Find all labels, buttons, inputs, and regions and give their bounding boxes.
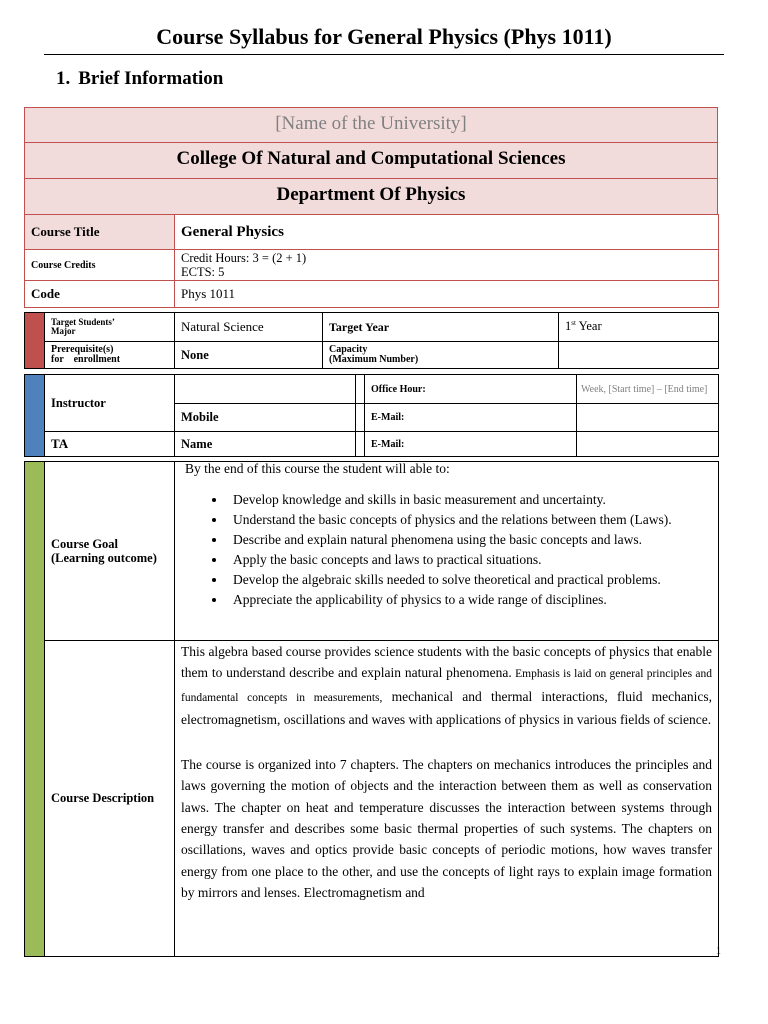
instructor-name-value [175, 375, 356, 404]
college-name: College Of Natural and Computational Sciences [24, 143, 718, 179]
target-table [24, 312, 719, 369]
table-row [25, 342, 719, 369]
course-credits-label: Course Credits [25, 250, 175, 281]
department-name: Department Of Physics [24, 179, 718, 215]
spacer-cell [356, 432, 365, 457]
code-value: Phys 1011 [175, 281, 719, 308]
section-heading [56, 68, 223, 90]
course-goal-label: Course Goal (Learning outcome) [45, 462, 175, 641]
course-credits-value [175, 250, 719, 281]
mobile-label: Mobile [175, 404, 356, 432]
office-hour-label: Office Hour: [365, 375, 577, 404]
ta-name-label: Name [175, 432, 356, 457]
code-label: Code [25, 281, 175, 308]
prerequisite-label: Prerequisite(s) for enrollment [45, 342, 175, 369]
ta-email-label: E-Mail: [365, 432, 577, 457]
table-row [25, 215, 719, 250]
section-title: Brief Information [78, 68, 224, 89]
color-stripe [25, 313, 45, 369]
table-row [25, 462, 719, 641]
staff-table [24, 374, 719, 457]
course-title-value: General Physics [175, 215, 719, 250]
spacer-cell [356, 404, 365, 432]
course-goal-intro: By the end of this course the student will able to: [185, 461, 450, 476]
description-paragraph-2: The course is organized into 7 chapters. The chapters on mechanics introduces the principles and laws governing the motion of objects and the interaction between them as well as conservation laws. The chapter on heat and temperature discusses the interaction between systems through energy transfer and describes some basic thermal properties of such systems. The chapters on oscillations, waves and optics provide basic concepts of periodic motions, how waves transfer energy from one place to the other, and use the concepts of light rays to explain image formation by mirrors and lenses. Electromagnetism and [181, 757, 712, 900]
list-item: • Develop the algebraic skills needed to solve theoretical and practical problems. [227, 570, 712, 590]
prerequisite-value: None [175, 342, 323, 369]
target-year-value: 1st Year [559, 313, 719, 342]
ects: ECTS: 5 [181, 265, 225, 279]
list-item: • Describe and explain natural phenomena using the basic concepts and laws. [227, 530, 712, 550]
course-goal-content [175, 462, 719, 641]
credit-hours: Credit Hours: 3 = (2 + 1) [181, 251, 307, 265]
instructor-label: Instructor [45, 375, 175, 432]
course-description-label: Course Description [45, 641, 175, 957]
email-value [577, 404, 719, 432]
ta-label: TA [45, 432, 175, 457]
course-goal-list [181, 490, 712, 610]
page-title: Course Syllabus for General Physics (Phys 1011) [44, 24, 724, 55]
table-row [25, 432, 719, 457]
goal-description-table [24, 461, 719, 957]
table-row [25, 641, 719, 957]
table-row [25, 281, 719, 308]
target-students-value: Natural Science [175, 313, 323, 342]
list-item: • Understand the basic concepts of physics and the relations between them (Laws). [227, 510, 712, 530]
basic-info-table [24, 214, 719, 308]
table-row [25, 375, 719, 404]
color-stripe [25, 462, 45, 957]
list-item: • Apply the basic concepts and laws to practical situations. [227, 550, 712, 570]
university-name: [Name of the University] [24, 107, 718, 143]
capacity-label: Capacity (Maximum Number) [323, 342, 559, 369]
email-label: E-Mail: [365, 404, 577, 432]
section-number: 1. [56, 68, 71, 89]
table-row [25, 313, 719, 342]
description-paragraph-1: This algebra based course provides science students with the basic concepts of physics that enable them to understand describe and explain natural phenomena. Emphasis is laid on general principles and fundamental concepts in measurements, mechanical and thermal interactions, fluid mechanics, electromagnetism, oscillations and waves with applications of physics in various fields of science. [181, 644, 712, 727]
spacer-cell [356, 375, 365, 404]
table-row [25, 250, 719, 281]
course-title-label: Course Title [25, 215, 175, 250]
capacity-value [559, 342, 719, 369]
page-number: 1 [716, 946, 721, 957]
office-hour-value: Week, [Start time] – [End time] [577, 375, 719, 404]
list-item: • Appreciate the applicability of physics to a wide range of disciplines. [227, 590, 712, 610]
target-year-label: Target Year [323, 313, 559, 342]
color-stripe [25, 375, 45, 457]
target-students-label: Target Students’ Major [45, 313, 175, 342]
list-item: • Develop knowledge and skills in basic measurement and uncertainty. [227, 490, 712, 510]
course-description-content [175, 641, 719, 957]
ta-email-value [577, 432, 719, 457]
